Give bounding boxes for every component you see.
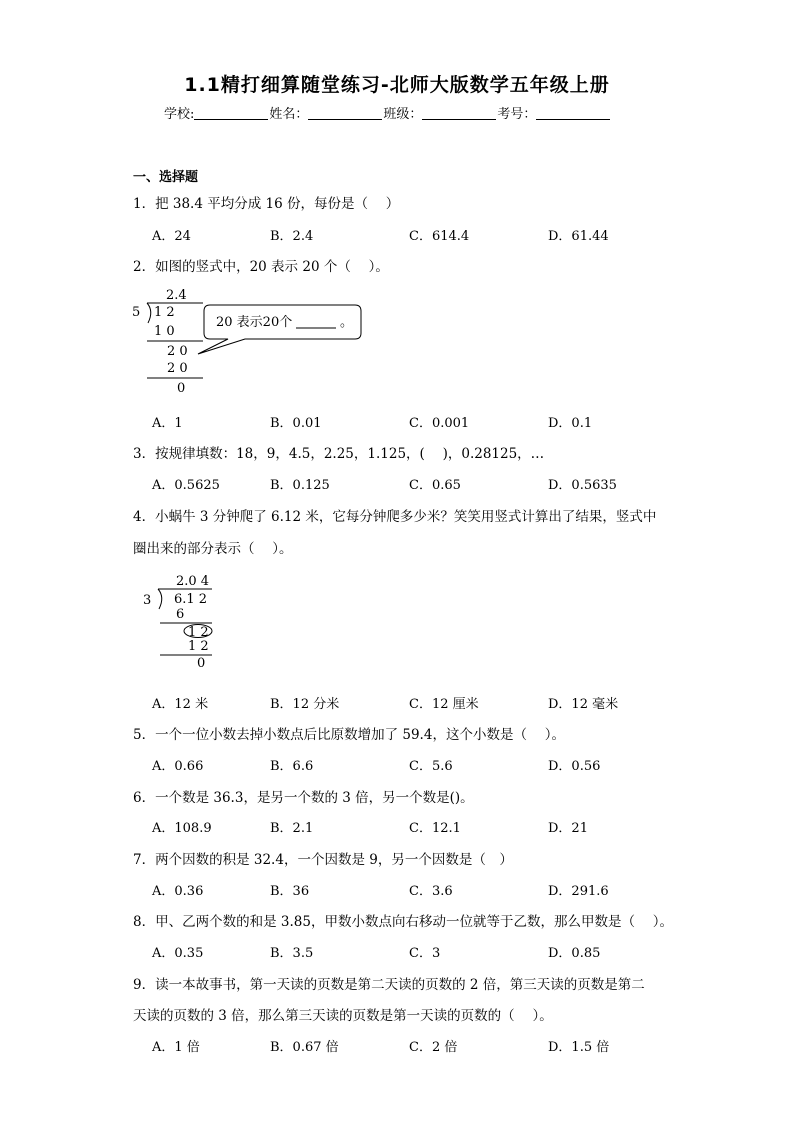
option-a[interactable]: A．1 xyxy=(152,416,183,431)
option-a[interactable]: A．24 xyxy=(152,229,191,244)
question-5: 5．一个一位小数去掉小数点后比原数增加了 59.4，这个小数是（ ）。 xyxy=(133,727,565,743)
option-c[interactable]: C．614.4 xyxy=(409,229,470,244)
fig2-divisor: 3 xyxy=(143,593,152,608)
fig1-step3: 2 0 xyxy=(167,361,188,376)
option-c[interactable]: C．5.6 xyxy=(409,759,453,774)
fig2-quotient: 2.0 4 xyxy=(176,574,210,589)
exam-field[interactable] xyxy=(536,106,610,120)
option-b[interactable]: B．0.67 倍 xyxy=(270,1040,339,1055)
question-3: 3．按规律填数：18，9，4.5，2.25，1.125，( )，0.28125，… xyxy=(133,446,545,462)
question-1: 1．把 38.4 平均分成 16 份，每份是（ ） xyxy=(133,196,400,212)
fig2-remainder: 0 xyxy=(197,656,206,670)
option-b[interactable]: B．0.125 xyxy=(270,478,330,493)
question-4-cont: 圈出来的部分表示（ ）。 xyxy=(133,541,293,557)
option-a[interactable]: A．0.5625 xyxy=(152,478,220,493)
callout-end: 。 xyxy=(340,315,354,330)
option-d[interactable]: D．12 毫米 xyxy=(548,697,619,712)
school-label: 学校: xyxy=(164,107,195,122)
option-d[interactable]: D．1.5 倍 xyxy=(548,1040,610,1055)
option-d[interactable]: D．0.5635 xyxy=(548,478,617,493)
fig1-quotient: 2.4 xyxy=(166,288,187,303)
fig1-dividend: 1 2 xyxy=(154,305,175,320)
option-b[interactable]: B．3.5 xyxy=(270,946,314,961)
student-info xyxy=(164,103,611,122)
option-b[interactable]: B．0.01 xyxy=(270,416,322,431)
option-c[interactable]: C．12 厘米 xyxy=(409,697,479,712)
division-figure-2 xyxy=(140,570,230,670)
page-title: 1.1精打细算随堂练习-北师大版数学五年级上册 xyxy=(184,74,610,96)
name-field[interactable] xyxy=(308,106,382,120)
option-d[interactable]: D．21 xyxy=(548,821,588,836)
question-2: 2．如图的竖式中，20 表示 20 个（ ）。 xyxy=(133,259,389,275)
question-9-cont: 天读的页数的 3 倍，那么第三天读的页数是第一天读的页数的（ ）。 xyxy=(133,1008,553,1024)
option-d[interactable]: D．291.6 xyxy=(548,884,609,899)
class-field[interactable] xyxy=(422,106,496,120)
option-d[interactable]: D．0.1 xyxy=(548,416,593,431)
callout-text: 20 表示20个 xyxy=(216,315,293,330)
option-c[interactable]: C．2 倍 xyxy=(409,1040,458,1055)
fig2-step1: 6 xyxy=(176,607,185,622)
option-c[interactable]: C．12.1 xyxy=(409,821,461,836)
option-d[interactable]: D．0.56 xyxy=(548,759,601,774)
option-c[interactable]: C．3.6 xyxy=(409,884,453,899)
option-b[interactable]: B．6.6 xyxy=(270,759,314,774)
option-a[interactable]: A．108.9 xyxy=(152,821,212,836)
fig1-step2: 2 0 xyxy=(167,344,188,359)
question-6: 6．一个数是 36.3，是另一个数的 3 倍，另一个数是()。 xyxy=(133,790,474,806)
option-d[interactable]: D．61.44 xyxy=(548,229,609,244)
option-b[interactable]: B．2.1 xyxy=(270,821,314,836)
exam-label: 考号： xyxy=(497,107,537,122)
option-c[interactable]: C．0.65 xyxy=(409,478,461,493)
option-a[interactable]: A．1 倍 xyxy=(152,1040,200,1055)
section-heading: 一、选择题 xyxy=(133,170,199,185)
option-b[interactable]: B．36 xyxy=(270,884,310,899)
fig2-step2: 1 2 xyxy=(188,625,209,640)
fig1-step1: 1 0 xyxy=(154,324,175,339)
option-a[interactable]: A．0.35 xyxy=(152,946,204,961)
school-field[interactable] xyxy=(194,106,268,120)
option-a[interactable]: A．0.36 xyxy=(152,884,204,899)
question-8: 8．甲、乙两个数的和是 3.85，甲数小数点向右移动一位就等于乙数，那么甲数是（ ）。 xyxy=(133,914,673,930)
option-c[interactable]: C．0.001 xyxy=(409,416,470,431)
division-figure-1 xyxy=(130,283,370,398)
option-d[interactable]: D．0.85 xyxy=(548,946,601,961)
fig2-step3: 1 2 xyxy=(188,639,209,654)
option-b[interactable]: B．12 分米 xyxy=(270,697,340,712)
class-label: 班级： xyxy=(383,107,423,122)
question-9: 9．读一本故事书，第一天读的页数是第二天读的页数的 2 倍，第三天读的页数是第二 xyxy=(133,977,645,993)
fig2-dividend: 6.1 2 xyxy=(174,592,208,607)
fig1-divisor: 5 xyxy=(132,305,141,320)
fig1-remainder: 0 xyxy=(177,381,186,396)
option-c[interactable]: C．3 xyxy=(409,946,441,961)
question-7: 7．两个因数的积是 32.4，一个因数是 9，另一个因数是（ ） xyxy=(133,852,513,868)
option-a[interactable]: A．12 米 xyxy=(152,697,209,712)
option-a[interactable]: A．0.66 xyxy=(152,759,204,774)
option-b[interactable]: B．2.4 xyxy=(270,229,314,244)
name-label: 姓名： xyxy=(269,107,309,122)
question-4: 4．小蜗牛 3 分钟爬了 6.12 米，它每分钟爬多少米？笑笑用竖式计算出了结果，竖式中 xyxy=(133,509,657,525)
